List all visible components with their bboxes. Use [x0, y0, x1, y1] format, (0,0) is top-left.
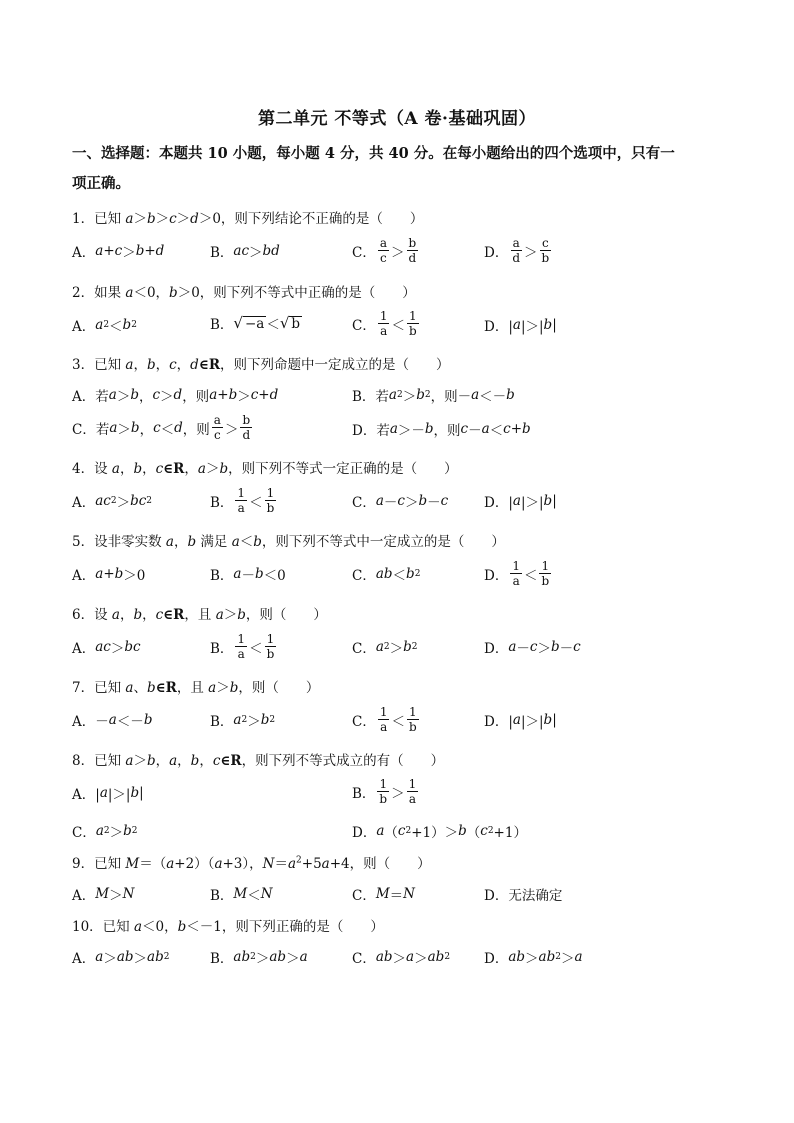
question-5-option-c: C． ab ＜ b 2 [352, 566, 421, 584]
question-8-option-b: B． $\frac{1}{b}$ ＞ $\frac{1}{a}$ [352, 777, 417, 806]
question-1-option-a: A． a + c ＞ b + d [72, 243, 165, 261]
question-3-option-c: C．若 a ＞ b ， c ＜ d ，则 $\frac{a}{c}$ ＞ $\frac{b}{d}$ [72, 413, 251, 442]
section-heading-line1: 一、选择题：本题共 10 小题，每小题 4 分，共 40 分。在每小题给出的四个选项中，只有一 [72, 145, 675, 162]
question-9-option-a: A． M ＞ N [72, 886, 135, 904]
question-5-stem: 5．设非零实数 a，b 满足 a＜b，则下列不等式中一定成立的是（ ） [72, 534, 505, 550]
question-3-option-b: B．若 a 2 ＞ b 2 ，则－ a ＜－ b [352, 387, 515, 405]
section-heading-line2: 项正确。 [72, 175, 130, 192]
question-6-option-a: A． ac ＞ bc [72, 639, 141, 657]
question-6-option-c: C． a 2 ＞ b 2 [352, 639, 418, 657]
question-2-stem: 2．如果 a＜0，b＞0，则下列不等式中正确的是（ ） [72, 285, 416, 301]
question-7-option-d: D．| a |＞| b | [484, 712, 557, 730]
question-1-option-c: C． $\frac{a}{c}$ ＞ $\frac{b}{d}$ [352, 236, 417, 265]
section-heading [72, 139, 732, 199]
question-5-option-b: B． a － b ＜0 [210, 566, 286, 584]
question-3-option-d: D．若 a ＞－ b ，则 c － a ＜ c + b [352, 421, 531, 439]
page-title: 第二单元 不等式（A 卷·基础巩固） [258, 109, 536, 129]
question-9-stem: 9．已知 M＝（a+2）（a+3），$N=a^2+5a+4$，则（ ） [72, 855, 431, 872]
question-9-option-d: D．无法确定 [484, 888, 563, 904]
question-6-option-d: D． a － c ＞ b － c [484, 639, 581, 657]
question-2-option-a: A． a 2 ＜ b 2 [72, 317, 137, 335]
question-8-option-c: C． a 2 ＞ b 2 [72, 823, 138, 841]
question-1-option-b: B． ac ＞ bd [210, 243, 280, 261]
question-2-option-b: B． √ −a ＜ √ b [210, 313, 301, 333]
question-7-stem: 7．已知 a、b∈R，且 a＞b，则（ ） [72, 680, 320, 696]
question-10-option-c: C． ab ＞ a ＞ ab 2 [352, 949, 451, 967]
question-7-option-a: A．－ a ＜－ b [72, 712, 153, 730]
question-7-option-c: C． $\frac{1}{a}$ ＜ $\frac{1}{b}$ [352, 705, 417, 734]
question-4-stem: 4．设 a，b，c∈R，a＞b，则下列不等式一定正确的是（ ） [72, 461, 458, 477]
question-3-option-a: A．若 a ＞ b ， c ＞ d ，则 a + b ＞ c + d [72, 387, 279, 405]
question-8-stem: 8．已知 a＞b，a，b，c∈R，则下列不等式成立的有（ ） [72, 753, 445, 769]
question-6-option-b: B． $\frac{1}{a}$ ＜ $\frac{1}{b}$ [210, 632, 275, 661]
question-5-option-d: D． $\frac{1}{a}$ ＜ $\frac{1}{b}$ [484, 559, 550, 588]
question-9-option-c: C． M ＝ N [352, 886, 415, 904]
question-4-option-c: C． a － c ＞ b － c [352, 493, 449, 511]
question-10-stem: 10．已知 a＜0，b＜－1，则下列正确的是（ ） [72, 919, 384, 935]
question-8-option-d: D． a （ c 2 +1）＞ b （ c 2 +1） [352, 823, 527, 841]
question-7-option-b: B． a 2 ＞ b 2 [210, 712, 276, 730]
question-4-option-b: B． $\frac{1}{a}$ ＜ $\frac{1}{b}$ [210, 486, 275, 515]
question-2-option-c: C． $\frac{1}{a}$ ＜ $\frac{1}{b}$ [352, 309, 417, 338]
question-10-option-a: A． a ＞ ab ＞ ab 2 [72, 949, 170, 967]
question-2-option-d: D．| a |＞| b | [484, 317, 557, 335]
question-10-option-d: D． ab ＞ ab 2 ＞ a [484, 949, 583, 967]
question-4-option-d: D．| a |＞| b | [484, 493, 557, 511]
question-3-stem: 3．已知 a，b，c，d∈R，则下列命题中一定成立的是（ ） [72, 357, 450, 373]
question-10-option-b: B． ab 2 ＞ ab ＞ a [210, 949, 308, 967]
question-5-option-a: A． a + b ＞0 [72, 566, 146, 584]
question-1-stem: 1．已知 a＞b＞c＞d＞0，则下列结论不正确的是（ ） [72, 211, 424, 227]
question-9-option-b: B． M ＜ N [210, 886, 273, 904]
question-8-option-a: A．| a |＞| b | [72, 785, 144, 803]
question-1-option-d: D． $\frac{a}{d}$ ＞ $\frac{c}{b}$ [484, 236, 550, 265]
question-6-stem: 6．设 a，b，c∈R，且 a＞b，则（ ） [72, 607, 327, 623]
question-4-option-a: A． ac 2 ＞ bc 2 [72, 493, 153, 511]
